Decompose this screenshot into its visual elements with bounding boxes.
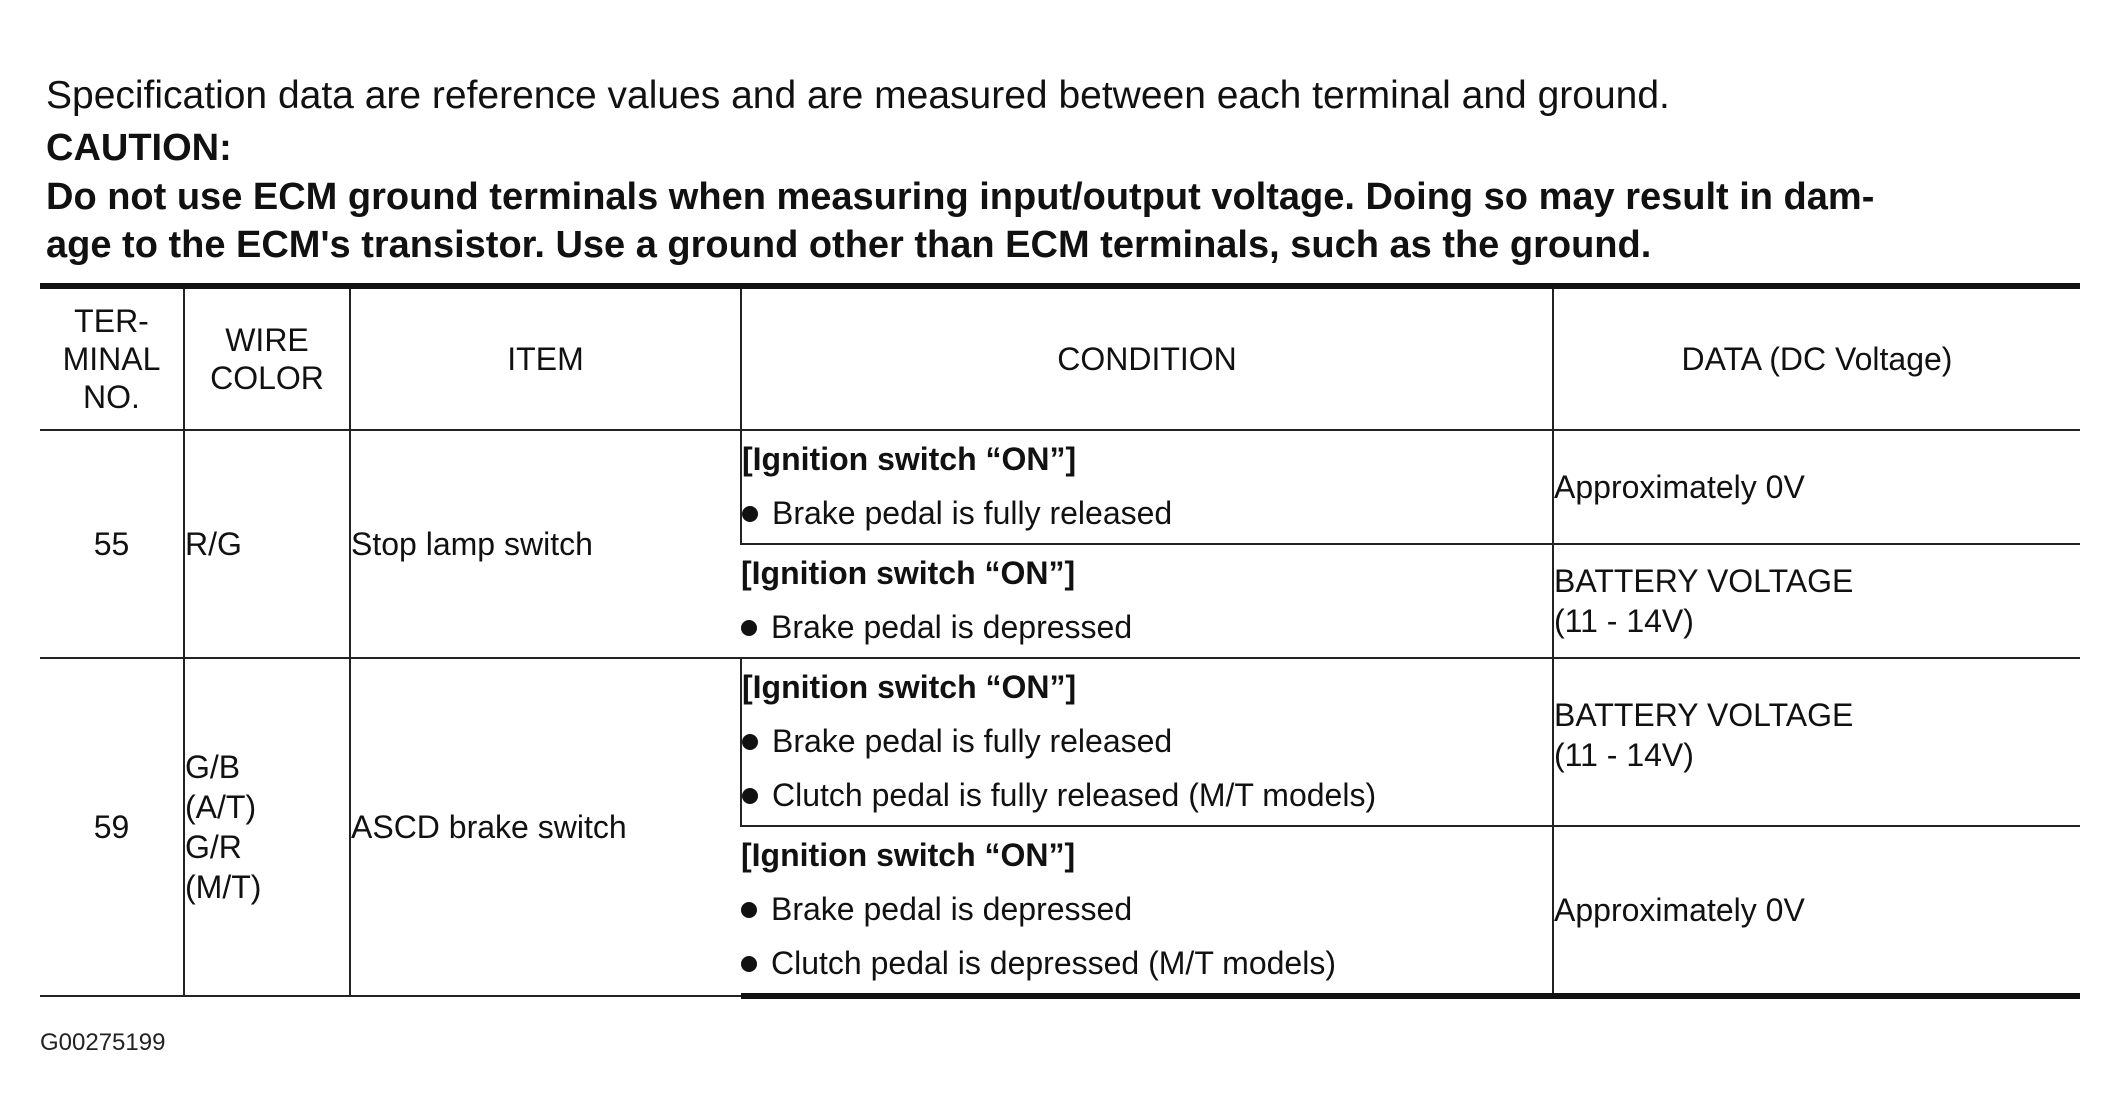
- condition-bullet: Brake pedal is fully released: [742, 493, 1552, 533]
- item-name: Stop lamp switch: [350, 430, 741, 658]
- data-value: BATTERY VOLTAGE (11 - 14V): [1553, 658, 2080, 826]
- figure-code: G00275199: [40, 1029, 166, 1056]
- caution-label: CAUTION:: [46, 127, 232, 169]
- terminal-spec-table: [40, 283, 2080, 999]
- caution-line-2: age to the ECM's transistor. Use a ground other than ECM terminals, such as the ground.: [46, 224, 1652, 266]
- table-header-row: [40, 286, 2080, 430]
- header-condition: CONDITION: [741, 286, 1553, 430]
- caution-line-1: Do not use ECM ground terminals when measuring input/output voltage. Doing so may result in dam-: [46, 176, 1875, 218]
- terminal-number: 55: [40, 430, 184, 658]
- condition-cell: [741, 544, 1553, 658]
- bullet-dot-icon: [742, 506, 758, 522]
- condition-bullet: Clutch pedal is fully released (M/T models): [742, 775, 1552, 815]
- bullet-dot-icon: [741, 902, 757, 918]
- condition-heading: [Ignition switch “ON”]: [742, 669, 1077, 705]
- header-item: ITEM: [350, 286, 741, 430]
- data-value: Approximately 0V: [1553, 826, 2080, 996]
- data-value: Approximately 0V: [1553, 430, 2080, 544]
- header-wire-color: WIRE COLOR: [184, 286, 350, 430]
- wire-color: G/B (A/T) G/R (M/T): [184, 658, 350, 996]
- caution-text: [46, 173, 2076, 269]
- terminal-number: 59: [40, 658, 184, 996]
- header-terminal-no: TER- MINAL NO.: [40, 286, 184, 430]
- data-value: BATTERY VOLTAGE (11 - 14V): [1553, 544, 2080, 658]
- condition-heading: [Ignition switch “ON”]: [742, 441, 1077, 477]
- bullet-dot-icon: [741, 956, 757, 972]
- condition-cell: [741, 826, 1553, 996]
- bullet-dot-icon: [741, 620, 757, 636]
- condition-cell: [741, 430, 1553, 544]
- condition-cell: [741, 658, 1553, 826]
- table-row: [40, 658, 2080, 826]
- intro-text: Specification data are reference values and are measured between each terminal and ground.: [46, 74, 1670, 117]
- condition-bullet: Brake pedal is depressed: [741, 889, 1552, 929]
- wire-color: R/G: [184, 430, 350, 658]
- item-name: ASCD brake switch: [350, 658, 741, 996]
- condition-heading: [Ignition switch “ON”]: [741, 555, 1076, 591]
- condition-heading: [Ignition switch “ON”]: [741, 837, 1076, 873]
- bullet-dot-icon: [742, 788, 758, 804]
- table-row: [40, 430, 2080, 544]
- condition-bullet: Brake pedal is depressed: [741, 607, 1552, 647]
- condition-bullet: Brake pedal is fully released: [742, 721, 1552, 761]
- bullet-dot-icon: [742, 734, 758, 750]
- condition-bullet: Clutch pedal is depressed (M/T models): [741, 943, 1552, 983]
- header-data: DATA (DC Voltage): [1553, 286, 2080, 430]
